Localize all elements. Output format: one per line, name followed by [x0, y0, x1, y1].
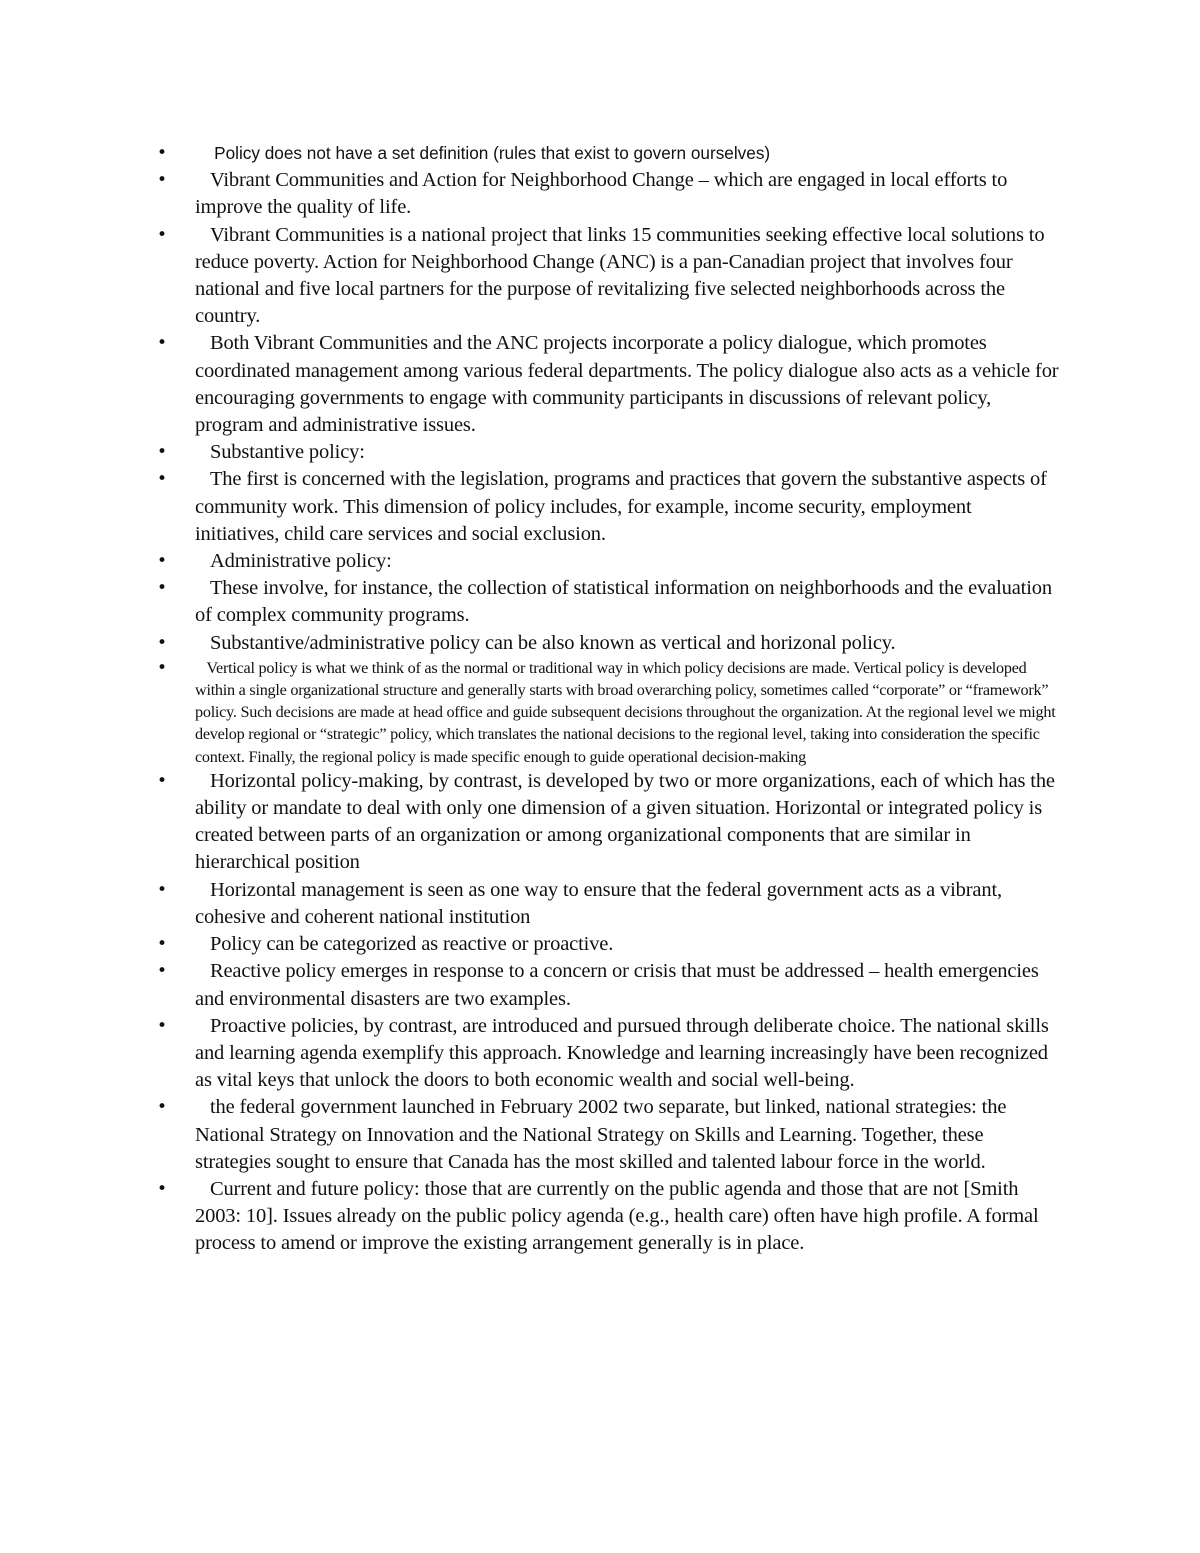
list-item	[155, 1094, 1060, 1176]
list-item-text: These involve, for instance, the collection of statistical information on neighborhoods and the evaluation of complex community programs.	[195, 577, 1052, 627]
list-item-text: Vibrant Communities is a national project that links 15 communities seeking effective local solutions to reduce poverty. Action for Neighborhood Change (ANC) is a pan-Canadian project that involves four national and five local partners for the purpose of revitalizing five selected neighborhoods across the country.	[195, 223, 1045, 328]
list-item-text: Proactive policies, by contrast, are introduced and pursued through deliberate choice. The national skills and learning agenda exemplify this approach. Knowledge and learning increasingly have been recognized as vital keys that unlock the doors to both economic wealth and social well-being.	[195, 1014, 1049, 1092]
bullet-icon: •	[157, 442, 167, 463]
bullet-icon: •	[157, 170, 167, 191]
bullet-icon: •	[157, 469, 167, 490]
bullet-icon: •	[157, 551, 167, 572]
list-item-text: Horizontal management is seen as one way to ensure that the federal government acts as a vibrant, cohesive and coherent national institution	[195, 878, 1002, 928]
bullet-icon: •	[157, 961, 167, 982]
bullet-list	[155, 140, 1060, 1258]
list-item	[155, 167, 1060, 221]
list-item-text: Administrative policy:	[209, 550, 392, 573]
bullet-icon: •	[157, 632, 167, 653]
list-item-text: Substantive policy:	[209, 441, 365, 464]
list-item	[155, 548, 1060, 575]
list-item	[155, 931, 1060, 958]
list-item-text: The first is concerned with the legislation, programs and practices that govern the substantive aspects of community work. This dimension of policy includes, for example, income security, employment initiatives, child care services and social exclusion.	[195, 468, 1047, 545]
list-item	[155, 877, 1060, 931]
list-item	[155, 140, 1060, 167]
list-item-text: Policy can be categorized as reactive or proactive.	[209, 933, 614, 956]
list-item	[155, 958, 1060, 1012]
bullet-icon: •	[157, 333, 167, 354]
bullet-icon: •	[157, 657, 167, 678]
bullet-icon: •	[157, 1015, 167, 1036]
list-item-text: Current and future policy: those that are currently on the public agenda and those that are not [Smith 2003: 10]. Issues already on the public policy agenda (e.g., health care) often have high profile. A formal process to amend or improve the existing arrangement generally is in place.	[195, 1177, 1039, 1255]
bullet-icon: •	[157, 770, 167, 791]
list-item	[155, 466, 1060, 548]
bullet-icon: •	[157, 143, 168, 163]
list-item-text: Reactive policy emerges in response to a concern or crisis that must be addressed – health emergencies and environmental disasters are two examples.	[195, 960, 1039, 1010]
list-item-text: the federal government launched in February 2002 two separate, but linked, national strategies: the National Strategy on Innovation and the National Strategy on Skills and Learning. Together, these strategies sought to ensure that Canada has the most skilled and talented labour force in the world.	[195, 1096, 1007, 1173]
list-item	[155, 630, 1060, 657]
list-item	[155, 439, 1060, 466]
bullet-icon: •	[157, 1097, 167, 1118]
list-item	[155, 575, 1060, 629]
list-item-text: Vertical policy is what we think of as the normal or traditional way in which policy decisions are made. Vertical policy is developed within a single organizational structure and generally starts with broad overarching policy, sometimes called “corporate” or “framework” policy. Such decisions are made at head office and guide subsequent decisions throughout the organization. At the regional level we might develop regional or “strategic” policy, which translates the national decisions to the regional level, taking into consideration the specific context. Finally, the regional policy is made specific enough to guide operational decision-making	[195, 658, 1056, 766]
list-item-text: Policy does not have a set definition (rules that exist to govern ourselves)	[214, 143, 771, 163]
list-item	[155, 1013, 1060, 1095]
bullet-icon: •	[157, 934, 167, 955]
list-item	[155, 222, 1060, 331]
list-item-text: Substantive/administrative policy can be also known as vertical and horizonal policy.	[209, 631, 896, 654]
bullet-icon: •	[157, 1178, 167, 1199]
bullet-icon: •	[157, 578, 167, 599]
list-item	[155, 657, 1060, 768]
list-item-text: Horizontal policy-making, by contrast, is developed by two or more organizations, each of which has the ability or mandate to deal with only one dimension of a given situation. Horizontal or integrated policy is created between parts of an organization or among organizational components that are similar in hierarchical position	[195, 769, 1055, 874]
bullet-icon: •	[157, 879, 167, 900]
bullet-icon: •	[157, 224, 167, 245]
list-item-text: Both Vibrant Communities and the ANC projects incorporate a policy dialogue, which promotes coordinated management among various federal departments. The policy dialogue also acts as a vehicle for encouraging governments to engage with community participants in discussions of relevant policy, program and administrative issues.	[195, 332, 1059, 437]
list-item-text: Vibrant Communities and Action for Neighborhood Change – which are engaged in local efforts to improve the quality of life.	[195, 169, 1008, 219]
list-item	[155, 768, 1060, 877]
list-item	[155, 1176, 1060, 1258]
list-item	[155, 330, 1060, 439]
